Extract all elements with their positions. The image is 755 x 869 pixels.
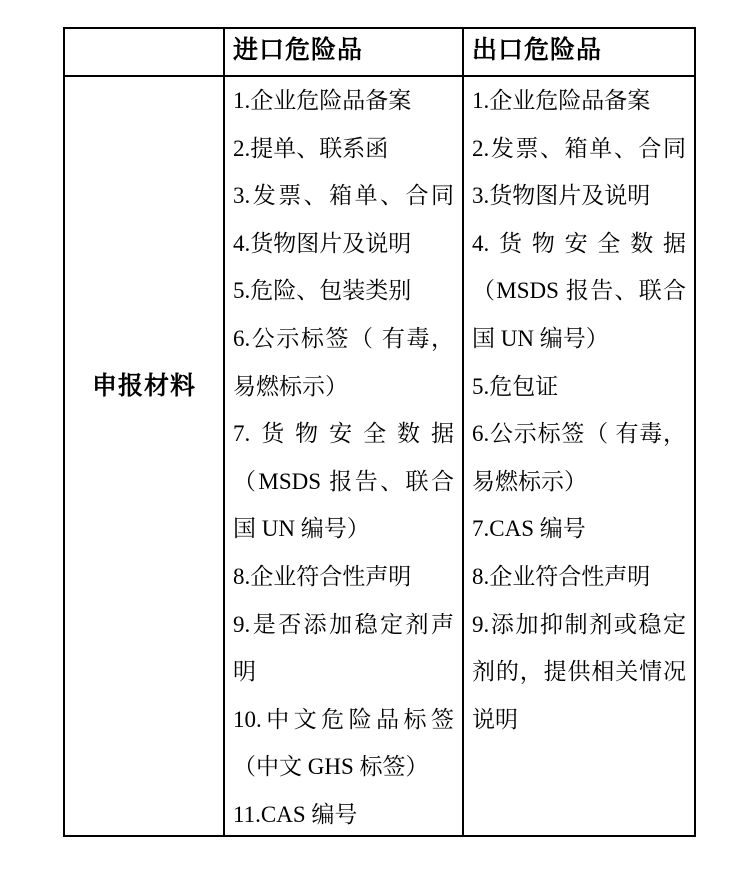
material-line: 2.发票、箱单、合同: [472, 135, 686, 161]
material-line: 2.提单、联系函: [233, 135, 389, 161]
material-line: 7.货物安全数据: [233, 421, 454, 447]
material-line: 1.企业危险品备案: [233, 88, 412, 113]
material-line: 剂的，提供相关情况: [472, 659, 686, 685]
header-export-cell: [464, 29, 694, 77]
material-line: 国 UN 编号）: [233, 516, 370, 542]
row-label-cell: [65, 77, 225, 835]
export-materials-cell: [464, 77, 694, 835]
material-line: （MSDS 报告、联合: [472, 278, 686, 304]
header-export-label: 出口危险品: [472, 37, 603, 64]
header-import-cell: [225, 29, 464, 77]
material-line: 国 UN 编号）: [472, 325, 609, 351]
declaration-materials-table: [63, 27, 696, 837]
material-line: 3.货物图片及说明: [472, 183, 651, 209]
material-line: 9.是否添加稳定剂声: [233, 611, 454, 637]
material-line: 6.公示标签（ 有毒，: [233, 325, 454, 351]
material-line: 10.中文危险品标签: [233, 706, 454, 732]
material-line: 1.企业危险品备案: [472, 88, 651, 113]
import-materials-cell: [225, 77, 464, 835]
material-line: 6.公示标签（ 有毒，: [472, 421, 686, 447]
material-line: 5.危险、包装类别: [233, 278, 412, 304]
material-line: 7.CAS 编号: [472, 516, 586, 542]
material-line: 说明: [472, 706, 518, 732]
material-line: 易燃标示）: [472, 468, 587, 494]
material-line: 11.CAS 编号: [233, 801, 358, 827]
material-line: 4.货物图片及说明: [233, 230, 412, 256]
header-corner-cell: [65, 29, 225, 77]
material-line: 9.添加抑制剂或稳定: [472, 611, 686, 637]
material-line: （中文 GHS 标签）: [233, 754, 429, 780]
row-label: 申报材料: [91, 373, 196, 400]
material-line: 8.企业符合性声明: [472, 563, 651, 589]
material-line: 明: [233, 659, 256, 685]
material-line: 易燃标示）: [233, 373, 348, 399]
material-line: 8.企业符合性声明: [233, 563, 412, 589]
header-import-label: 进口危险品: [233, 37, 364, 64]
material-line: 3.发票、箱单、合同: [233, 183, 454, 209]
material-line: （MSDS 报告、联合: [233, 468, 454, 494]
material-line: 4.货物安全数据: [472, 230, 686, 256]
material-line: 5.危包证: [472, 373, 559, 399]
